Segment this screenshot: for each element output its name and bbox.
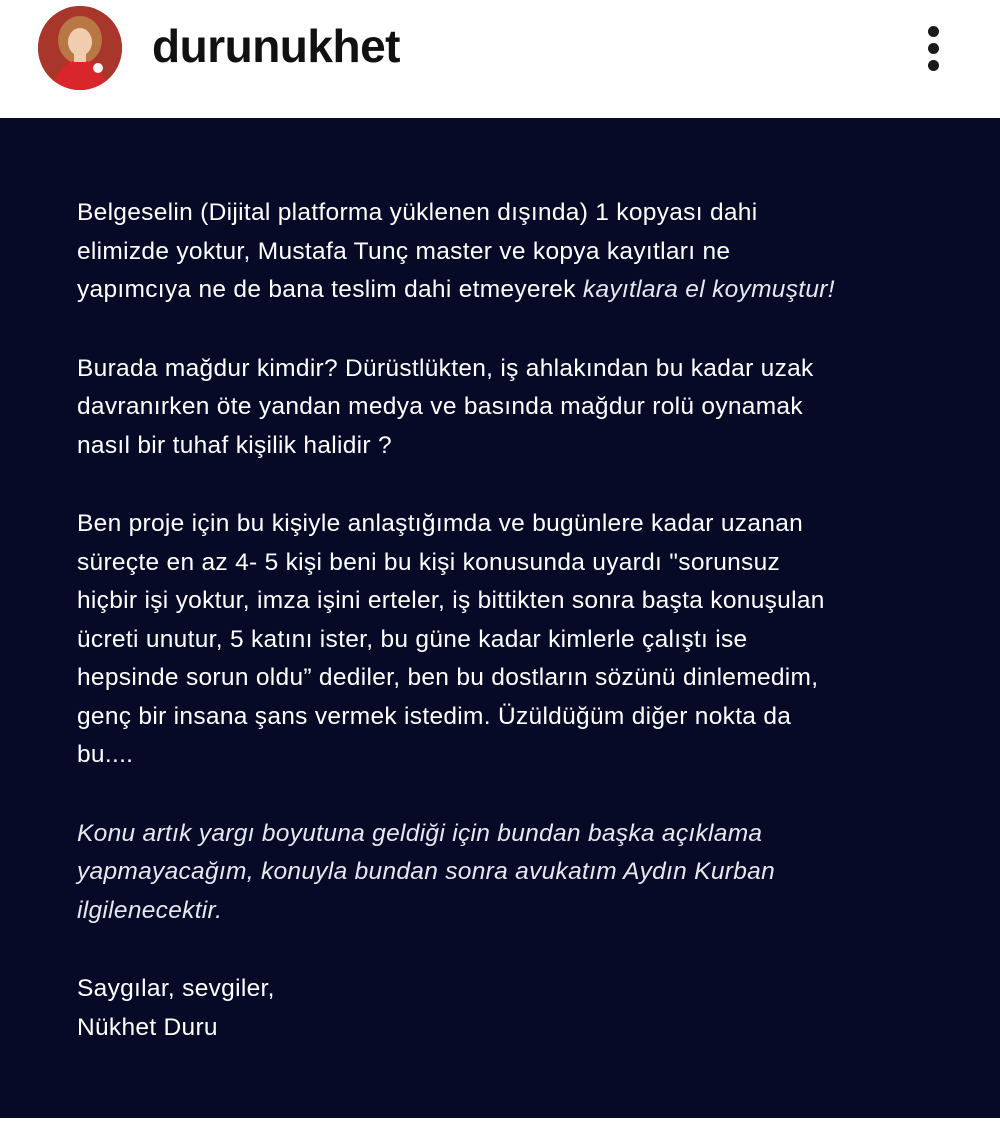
text-line: hepsinde sorun oldu” dediler, ben bu dostların sözünü dinlemedim, <box>77 664 819 691</box>
post-image[interactable] <box>0 118 1000 1118</box>
text-line: bu.... <box>77 741 134 768</box>
closing-line: Saygılar, sevgiler, <box>77 975 275 1002</box>
text-line: genç bir insana şans vermek istedim. Üzüldüğüm diğer nokta da <box>77 702 792 730</box>
vertical-ellipsis-icon <box>928 43 939 54</box>
username[interactable]: durunukhet <box>152 20 400 72</box>
text-emphasis: kayıtlara el koymuştur! <box>582 276 835 303</box>
text-line: süreçte en az 4- 5 kişi beni bu kişi konusunda uyardı "sorunsuz <box>77 548 781 576</box>
paragraph-2 <box>77 350 937 466</box>
text-line: yapmayacağım, konuyla bundan sonra avukatım Aydın Kurban <box>77 858 775 885</box>
avatar[interactable] <box>38 6 122 90</box>
signature-name: Nükhet Duru <box>77 1013 218 1041</box>
profile-photo-avatar <box>38 6 122 90</box>
text-line: elimizde yoktur, Mustafa Tunç master ve kopya kayıtları ne <box>77 237 731 265</box>
text-line: hiçbir işi yoktur, imza işini erteler, iş bittikten sonra başta konuşulan <box>77 587 825 614</box>
more-options-button[interactable] <box>912 22 956 74</box>
divider <box>0 1118 1000 1123</box>
paragraph-1 <box>77 194 937 310</box>
text-line: ücreti unutur, 5 katını ister, bu güne kadar kimlerle çalıştı ise <box>77 625 748 653</box>
text-line: Konu artık yargı boyutuna geldiği için bundan başka açıklama <box>77 819 763 847</box>
paragraph-4 <box>77 815 937 931</box>
text-line: nasıl bir tuhaf kişilik halidir ? <box>77 431 392 459</box>
post-header <box>0 0 1000 118</box>
paragraph-3 <box>77 505 937 775</box>
closing-signature <box>77 970 937 1047</box>
text-line: ilgilenecektir. <box>77 896 223 924</box>
text-line: Belgeselin (Dijital platforma yüklenen dışında) 1 kopyası dahi <box>77 199 758 226</box>
text-line: Burada mağdur kimdir? Dürüstlükten, iş ahlakından bu kadar uzak <box>77 354 814 382</box>
text-line: davranırken öte yandan medya ve basında mağdur rolü oynamak <box>77 393 803 420</box>
text-line: yapımcıya ne de bana teslim dahi etmeyerek <box>77 276 583 303</box>
text-line: Ben proje için bu kişiyle anlaştığımda ve bugünlere kadar uzanan <box>77 510 804 537</box>
vertical-ellipsis-icon <box>928 60 939 71</box>
post-statement-text <box>77 194 937 1047</box>
vertical-ellipsis-icon <box>928 26 939 37</box>
